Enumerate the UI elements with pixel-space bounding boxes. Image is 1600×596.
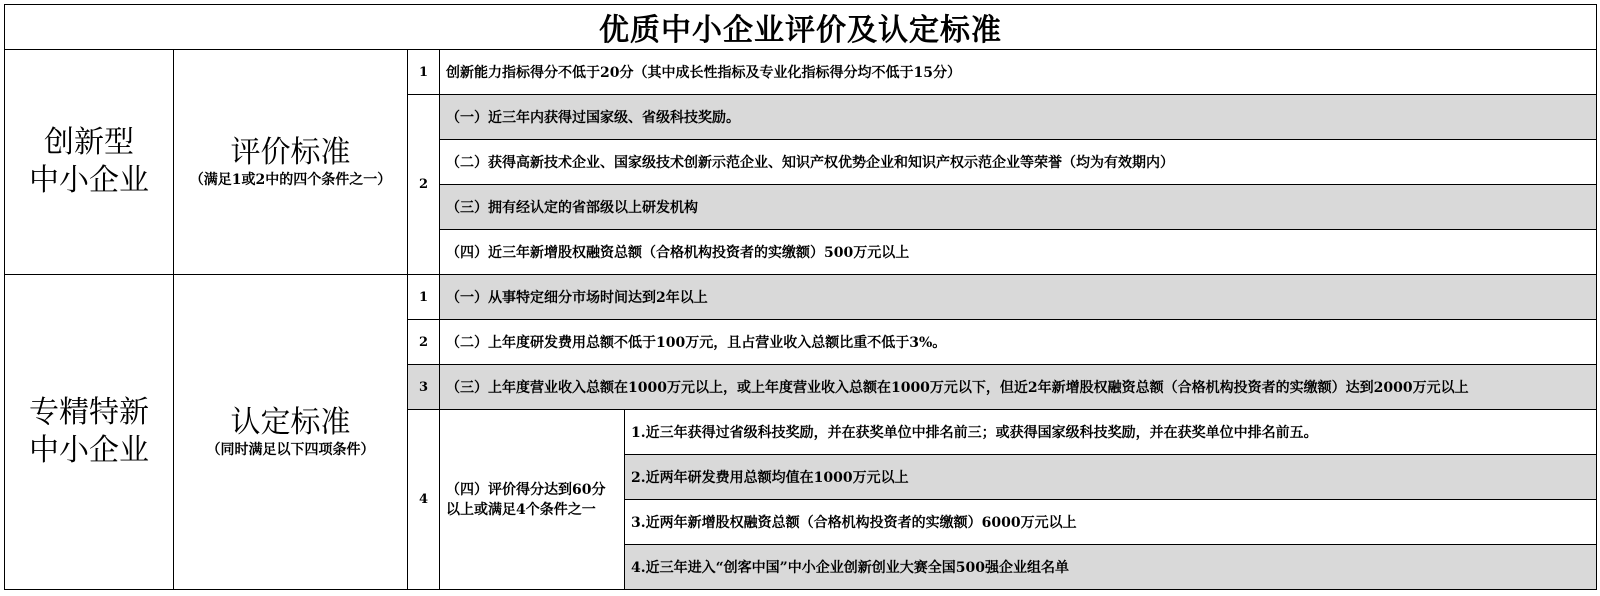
subitem-text: 2.近两年研发费用总额均值在1000万元以上	[625, 455, 1597, 500]
subitem-text: 4.近三年进入“创客中国”中小企业创新创业大赛全国500强企业组名单	[625, 545, 1597, 590]
category-line: 创新型	[44, 125, 134, 160]
title-row	[5, 5, 1597, 50]
item-number: 3	[408, 365, 440, 410]
item-number: 1	[408, 275, 440, 320]
table-row	[5, 50, 1597, 95]
item-label-line: 以上或满足4个条件之一	[446, 501, 596, 518]
subitem-text: 3.近两年新增股权融资总额（合格机构投资者的实缴额）6000万元以上	[625, 500, 1597, 545]
category-specialized-sme	[5, 275, 174, 590]
category-innovative-sme	[5, 50, 174, 275]
item-number: 1	[408, 50, 440, 95]
subitem-text: （二）获得高新技术企业、国家级技术创新示范企业、知识产权优势企业和知识产权示范企业等荣誉（均为有效期内）	[440, 140, 1597, 185]
standards-table	[4, 4, 1597, 590]
item-text: （一）从事特定细分市场时间达到2年以上	[440, 275, 1597, 320]
subitem-text: 1.近三年获得过省级科技奖励，并在获奖单位中排名前三；或获得国家级科技奖励，并在获奖单位中排名前五。	[625, 410, 1597, 455]
item-number: 2	[408, 95, 440, 275]
criteria-evaluation	[174, 50, 408, 275]
criteria-title: 认定标准	[230, 405, 351, 440]
category-line: 专精特新	[29, 395, 149, 430]
subitem-text: （四）近三年新增股权融资总额（合格机构投资者的实缴额）500万元以上	[440, 230, 1597, 275]
item-label	[440, 410, 625, 590]
item-number: 4	[408, 410, 440, 590]
criteria-title: 评价标准	[230, 135, 351, 170]
criteria-certification	[174, 275, 408, 590]
item-text: （二）上年度研发费用总额不低于100万元，且占营业收入总额比重不低于3%。	[440, 320, 1597, 365]
item-text: （三）上年度营业收入总额在1000万元以上，或上年度营业收入总额在1000万元以下，但近2年新增股权融资总额（合格机构投资者的实缴额）达到2000万元以上	[440, 365, 1597, 410]
category-line: 中小企业	[29, 163, 149, 198]
criteria-note: （满足1或2中的四个条件之一）	[189, 172, 392, 188]
item-number: 2	[408, 320, 440, 365]
subitem-text: （三）拥有经认定的省部级以上研发机构	[440, 185, 1597, 230]
criteria-note: （同时满足以下四项条件）	[206, 442, 375, 458]
table-title: 优质中小企业评价及认定标准	[5, 5, 1597, 50]
subitem-text: （一）近三年内获得过国家级、省级科技奖励。	[440, 95, 1597, 140]
table-row	[5, 275, 1597, 320]
item-label-line: （四）评价得分达到60分	[446, 481, 606, 498]
category-line: 中小企业	[29, 433, 149, 468]
item-text: 创新能力指标得分不低于20分（其中成长性指标及专业化指标得分均不低于15分）	[440, 50, 1597, 95]
